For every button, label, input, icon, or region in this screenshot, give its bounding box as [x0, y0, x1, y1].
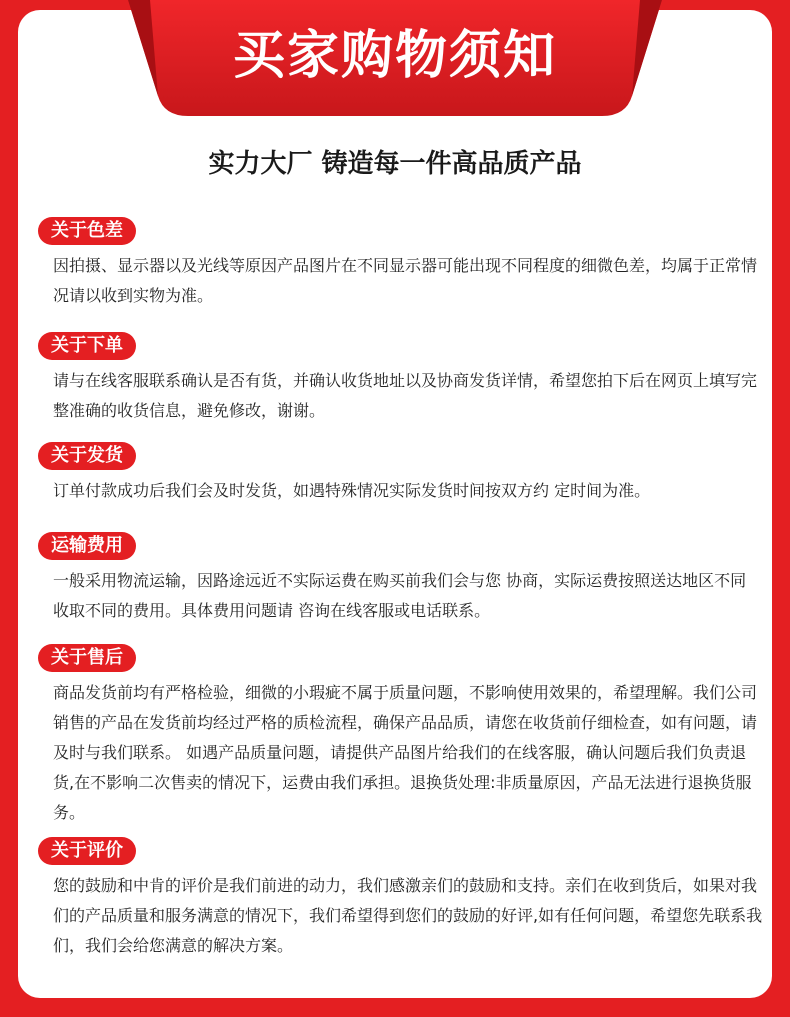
section-shipping — [38, 442, 758, 506]
section-tag: 关于发货 — [38, 442, 136, 470]
section-color-difference — [38, 217, 758, 311]
section-tag: 关于色差 — [38, 217, 136, 245]
section-body: 商品发货前均有严格检验，细微的小瑕疵不属于质量问题，不影响使用效果的，希望理解。我们公司销售的产品在发货前均经过严格的质检流程，确保产品品质，请您在收货前仔细检查，如有问题，请及时与我们联系。 如遇产品质量问题，请提供产品图片给我们的在线客服，确认问题后我们负责退货,在不影响二次售卖的情况下，运费由我们承担。退换货处理:非质量原因，产品无法进行退换货服务。 — [53, 683, 758, 822]
section-ordering — [38, 332, 758, 426]
section-tag: 关于售后 — [38, 644, 136, 672]
section-tag: 运输费用 — [38, 532, 136, 560]
section-body: 订单付款成功后我们会及时发货，如遇特殊情况实际发货时间按双方约 定时间为准。 — [53, 481, 651, 500]
section-tag: 关于下单 — [38, 332, 136, 360]
page-title: 买家购物须知 — [232, 26, 557, 86]
section-body: 一般采用物流运输，因路途远近不实际运费在购买前我们会与您 协商，实际运费按照送达地区不同 收取不同的费用。具体费用问题请 咨询在线客服或电话联系。 — [53, 571, 747, 620]
section-body: 您的鼓励和中肯的评价是我们前进的动力，我们感激亲们的鼓励和支持。亲们在收到货后，如果对我们的产品质量和服务满意的情况下，我们希望得到您们的鼓励的好评,如有任何问题，希望您先联系我们，我们会给您满意的解决方案。 — [53, 876, 763, 955]
section-tag: 关于评价 — [38, 837, 136, 865]
section-shipping-cost — [38, 532, 758, 626]
page-subtitle: 实力大厂 铸造每一件高品质产品 — [208, 149, 582, 179]
section-after-sales — [38, 644, 758, 828]
section-body: 因拍摄、显示器以及光线等原因产品图片在不同显示器可能出现不同程度的细微色差，均属于正常情况请以收到实物为准。 — [53, 256, 758, 305]
section-body: 请与在线客服联系确认是否有货，并确认收货地址以及协商发货详情，希望您拍下后在网页上填写完整准确的收货信息，避免修改，谢谢。 — [53, 371, 758, 420]
title-banner — [128, 0, 662, 118]
section-reviews — [38, 837, 763, 961]
